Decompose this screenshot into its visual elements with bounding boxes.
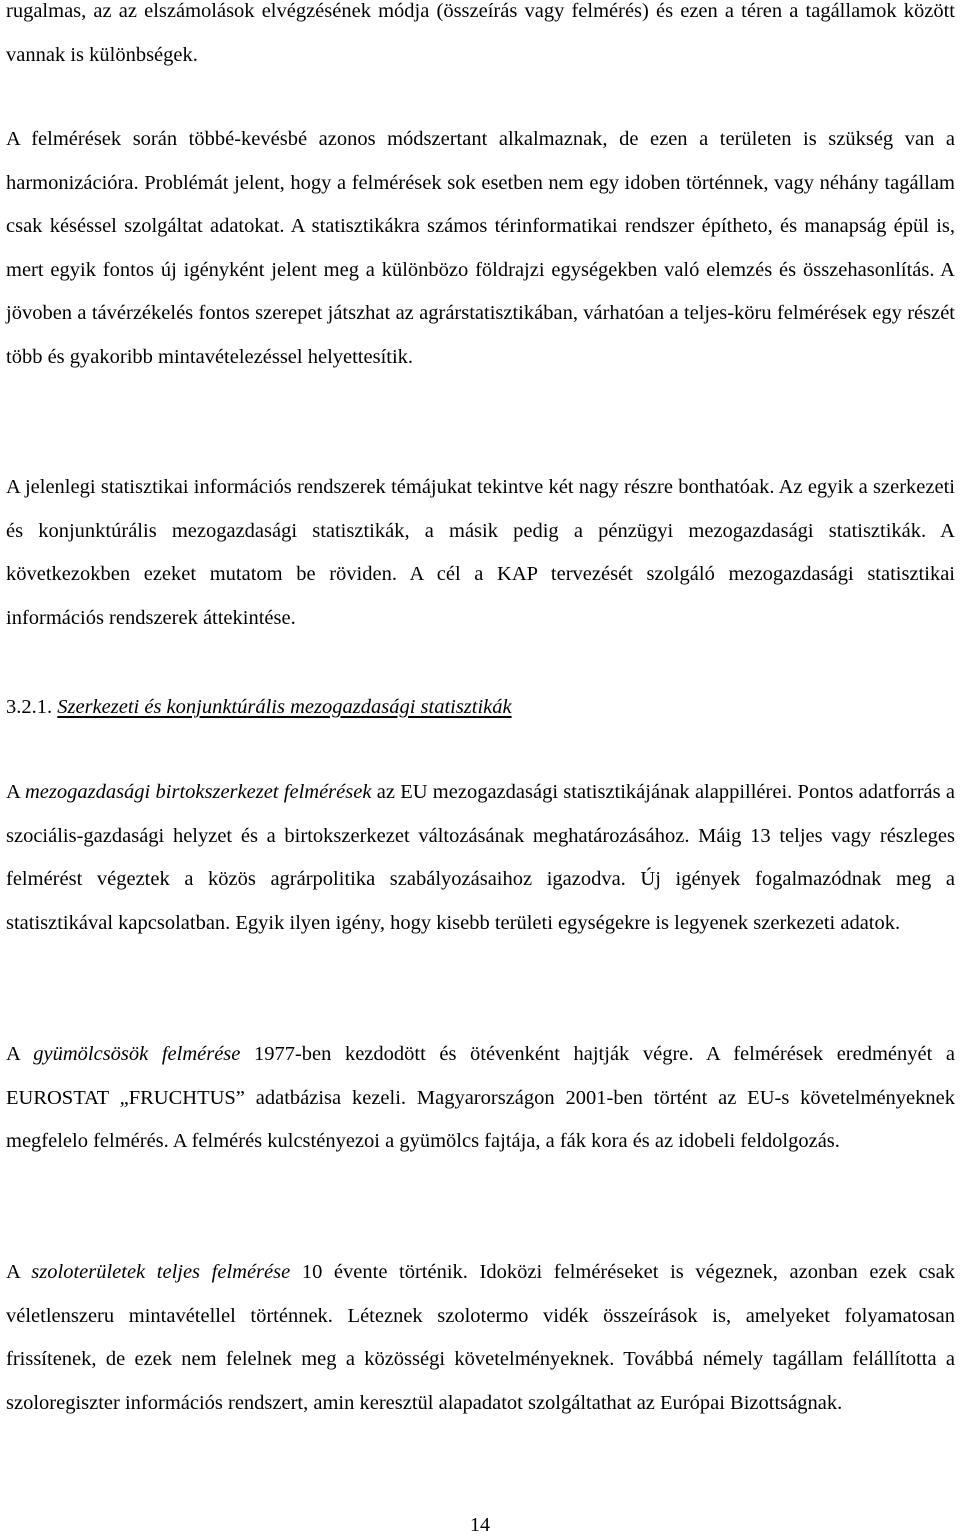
text-run: A jelenlegi statisztikai információs rendszerek témájukat tekintve két nagy részre bonthatóak. Az egyik a szerkezeti és konjunktúrális mezogazdasági statisztikák, a másik pedig a pénzügyi mezogazdasági statisztikák. A következokben ezeket mutatom be röviden. A cél a KAP tervezését szolgáló mezogazdasági statisztikai információs rendszerek áttekintése. <box>6 476 955 629</box>
emphasis-run: gyümölcsösök felmérése <box>33 1043 241 1065</box>
text-run: A <box>6 781 25 803</box>
text-run: 1977-ben kezdodött és ötévenként hajtják végre. A felmérések eredményét a EUROSTAT „FRUCHTUS” adatbázisa kezeli. Magyarországon 2001-ben történt az EU-s követelményeknek megfelelo felmérés. A felmérés kulcstényezoi a gyümölcs fajtája, a fák kora és az idobeli feldolgozás. <box>6 1043 955 1153</box>
paragraph <box>6 1251 955 1425</box>
emphasis-run: mezogazdasági birtokszerkezet felmérések <box>24 781 372 803</box>
text-run: A felmérések során többé-kevésbé azonos módszertant alkalmaznak, de ezen a területen is szükség van a harmonizációra. Problémát jelent, hogy a felmérések sok esetben nem egy idoben történnek, vagy néhány tagállam csak késéssel szolgáltat adatokat. A statisztikákra számos térinformatikai rendszer építheto, és manapság épül is, mert egyik fontos új igényként jelent meg a különbözo földrajzi egységekben való elemzés és összehasonlítás. A jövoben a távérzékelés fontos szerepet játszhat az agrárstatisztikában, várhatóan a teljes-köru felmérések egy részét több és gyakoribb mintavételezéssel helyettesítik. <box>6 128 955 368</box>
section-title: Szerkezeti és konjunktúrális mezogazdasági statisztikák <box>57 696 512 718</box>
paragraph <box>6 771 955 945</box>
text-run: az EU mezogazdasági statisztikájának alappillérei. Pontos adatforrás a szociális-gazdasági helyzet és a birtokszerkezet változásának meghatározásához. Máig 13 teljes vagy részleges felmérést végeztek a közös agrárpolitika szabályozásaihoz igazodva. Új igények fogalmazódnak meg a statisztikával kapcsolatban. Egyik ilyen igény, hogy kisebb területi egységekre is legyenek szerkezeti adatok. <box>6 781 955 934</box>
section-number: 3.2.1. <box>6 696 53 718</box>
paragraph <box>6 0 955 77</box>
emphasis-run: szoloterületek teljes felmérése <box>31 1261 291 1283</box>
page-number: 14 <box>470 1514 490 1536</box>
text-run: A <box>6 1261 32 1283</box>
paragraph <box>6 1033 955 1164</box>
text-run: 10 évente történik. Idoközi felméréseket is végeznek, azonban ezek csak véletlenszeru mintavétellel történnek. Léteznek szolotermo vidék összeírások is, amelyeket folyamatosan frissítenek, de ezek nem felelnek meg a közösségi követelményeknek. Továbbá némely tagállam felállította a szoloregiszter információs rendszert, amin keresztül alapadatot szolgáltathat az Európai Bizottságnak. <box>6 1261 955 1414</box>
paragraph <box>6 466 955 640</box>
section-heading <box>6 686 955 730</box>
text-run: A <box>6 1043 34 1065</box>
paragraph <box>6 118 955 380</box>
text-run: rugalmas, az az elszámolások elvégzésének módja (összeírás vagy felmérés) és ezen a téren a tagállamok között vannak is különbségek. <box>6 0 955 66</box>
